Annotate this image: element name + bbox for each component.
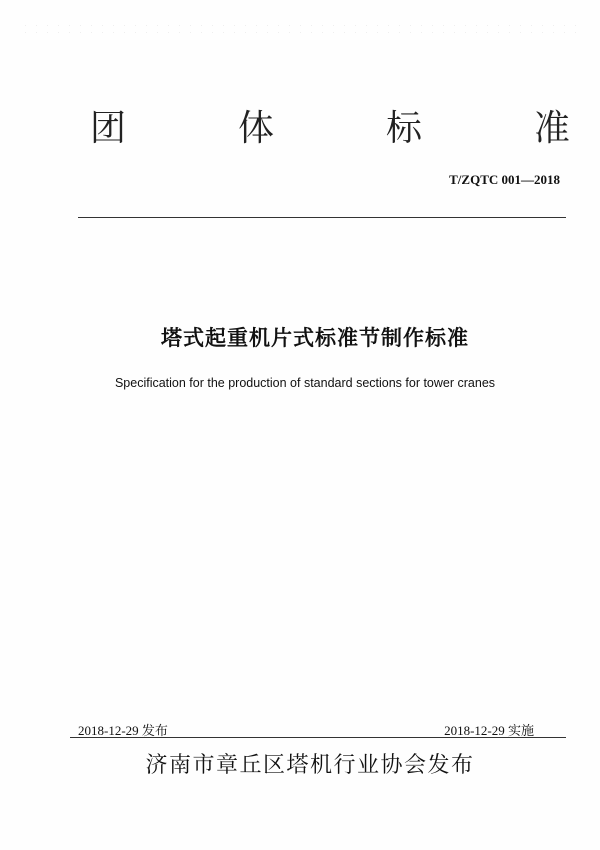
doc-type-char: 准 [533,107,570,149]
english-title: Specification for the production of standard sections for tower cranes [114,376,496,390]
doc-type-char: 团 [90,107,127,149]
publisher: 济南市章丘区塔机行业协会发布 [145,753,475,778]
top-divider [78,217,566,218]
bottom-divider [70,737,566,738]
document-type-heading [90,100,570,150]
issue-date: 2018-12-29 发布 [78,723,168,738]
doc-type-char: 体 [237,107,274,149]
scan-noise [20,22,580,36]
doc-type-char: 标 [385,107,422,149]
standard-number: T/ZQTC 001—2018 [449,172,560,187]
chinese-title: 塔式起重机片式标准节制作标准 [161,326,469,350]
implementation-date: 2018-12-29 实施 [444,723,534,738]
